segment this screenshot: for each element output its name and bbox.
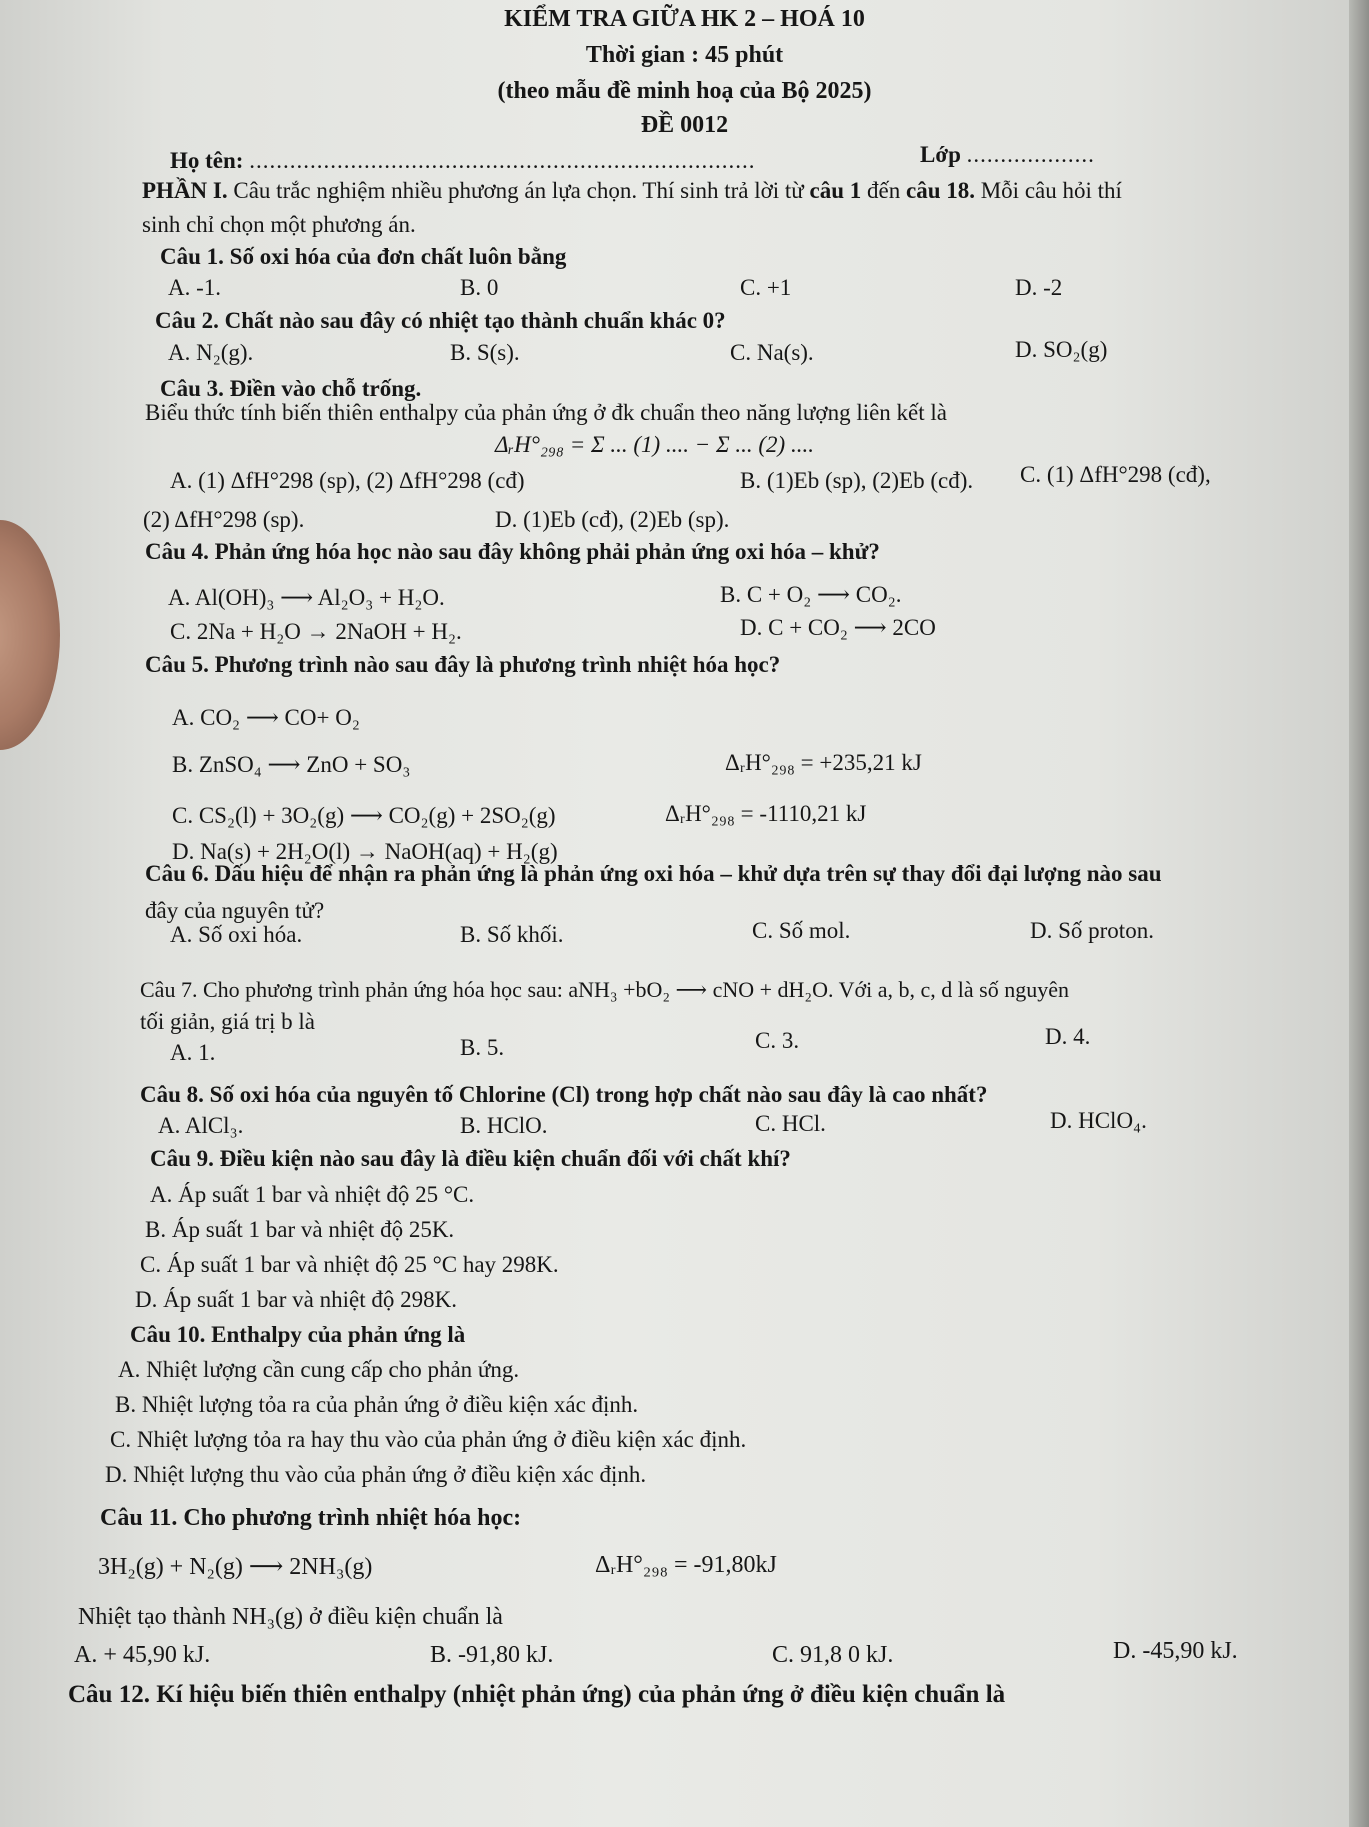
q11-option-a: A. + 45,90 kJ. xyxy=(74,1642,211,1668)
q5-option-c: C. CS₂(l) + 3O₂(g) ⟶ CO₂(g) + 2SO₂(g) xyxy=(172,803,556,828)
paper-edge xyxy=(1349,0,1369,1827)
q11-option-c: C. 91,8 0 kJ. xyxy=(772,1642,894,1668)
q10-option-d: D. Nhiệt lượng thu vào của phản ứng ở điều kiện xác định. xyxy=(105,1462,647,1487)
q2-option-b: B. S(s). xyxy=(450,340,520,365)
q10-option-a: A. Nhiệt lượng cần cung cấp cho phản ứng. xyxy=(118,1357,520,1382)
q7-option-a: A. 1. xyxy=(170,1040,216,1065)
q6-stem-2: đây của nguyên tử? xyxy=(145,898,325,923)
q11-stem: Câu 11. Cho phương trình nhiệt hóa học: xyxy=(100,1505,522,1531)
q11-line: Nhiệt tạo thành NH₃(g) ở điều kiện chuẩn là xyxy=(78,1604,503,1630)
q5-stem: Câu 5. Phương trình nào sau đây là phương trình nhiệt hóa học? xyxy=(145,652,781,677)
q5-option-b-enthalpy: ΔᵣH°₂₉₈ = +235,21 kJ xyxy=(725,750,922,775)
q1-option-b: B. 0 xyxy=(460,275,499,300)
part1-instructions-2: sinh chỉ chọn một phương án. xyxy=(142,212,416,237)
q7-option-c: C. 3. xyxy=(755,1028,800,1053)
q2-stem: Câu 2. Chất nào sau đây có nhiệt tạo thành chuẩn khác 0? xyxy=(155,308,726,333)
q8-option-d: D. HClO₄. xyxy=(1050,1108,1147,1133)
exam-time: Thời gian : 45 phút xyxy=(585,42,784,68)
q3-option-c: C. (1) ΔfH°298 (cđ), xyxy=(1020,462,1211,487)
q10-option-c: C. Nhiệt lượng tỏa ra hay thu vào của phản ứng ở điều kiện xác định. xyxy=(110,1427,747,1452)
q1-option-a: A. -1. xyxy=(168,275,222,300)
q5-option-a: A. CO₂ ⟶ CO+ O₂ xyxy=(172,705,360,730)
q3-line: Biểu thức tính biến thiên enthalpy của phản ứng ở đk chuẩn theo năng lượng liên kết là xyxy=(145,400,948,425)
q5-option-b: B. ZnSO₄ ⟶ ZnO + SO₃ xyxy=(172,752,411,777)
q9-option-b: B. Áp suất 1 bar và nhiệt độ 25K. xyxy=(145,1217,455,1242)
q2-option-c: C. Na(s). xyxy=(730,340,814,365)
q3-option-b: B. (1)Eb (sp), (2)Eb (cđ). xyxy=(740,468,974,493)
q12-stem: Câu 12. Kí hiệu biến thiên enthalpy (nhiệt phản ứng) của phản ứng ở điều kiện chuẩn là xyxy=(68,1681,1006,1708)
q9-option-c: C. Áp suất 1 bar và nhiệt độ 25 °C hay 298K. xyxy=(140,1252,559,1277)
q3-option-c-cont: (2) ΔfH°298 (sp). xyxy=(143,507,305,532)
q8-option-a: A. AlCl₃. xyxy=(158,1113,244,1138)
student-class-label: Lớp ................... xyxy=(920,142,1095,167)
q5-option-d: D. Na(s) + 2H₂O(l) → NaOH(aq) + H₂(g) xyxy=(172,839,558,864)
q7-option-b: B. 5. xyxy=(460,1035,505,1060)
q1-stem: Câu 1. Số oxi hóa của đơn chất luôn bằng xyxy=(160,244,567,269)
q6-option-d: D. Số proton. xyxy=(1030,918,1154,943)
q4-option-b: B. C + O₂ ⟶ CO₂. xyxy=(720,582,902,607)
q9-option-a: A. Áp suất 1 bar và nhiệt độ 25 °C. xyxy=(150,1182,475,1207)
q4-option-a: A. Al(OH)₃ ⟶ Al₂O₃ + H₂O. xyxy=(168,585,445,610)
q6-option-b: B. Số khối. xyxy=(460,922,564,947)
q3-option-d: D. (1)Eb (cđ), (2)Eb (sp). xyxy=(495,507,730,532)
q1-option-c: C. +1 xyxy=(740,275,792,300)
q2-option-a: A. N₂(g). xyxy=(168,340,254,365)
exam-code: ĐỀ 0012 xyxy=(640,112,729,138)
q10-stem: Câu 10. Enthalpy của phản ứng là xyxy=(130,1322,466,1347)
q11-equation: 3H₂(g) + N₂(g) ⟶ 2NH₃(g) xyxy=(98,1554,373,1580)
q6-stem: Câu 6. Dấu hiệu để nhận ra phản ứng là phản ứng oxi hóa – khử dựa trên sự thay đổi đại lượng nào sau xyxy=(145,861,1162,886)
q3-stem: Câu 3. Điền vào chỗ trống. xyxy=(160,376,422,401)
q4-stem: Câu 4. Phản ứng hóa học nào sau đây không phải phản ứng oxi hóa – khử? xyxy=(145,539,880,564)
q4-option-c: C. 2Na + H₂O → 2NaOH + H₂. xyxy=(170,619,462,644)
q1-option-d: D. -2 xyxy=(1015,275,1063,300)
q8-option-b: B. HClO. xyxy=(460,1113,548,1138)
q9-stem: Câu 9. Điều kiện nào sau đây là điều kiện chuẩn đối với chất khí? xyxy=(150,1146,791,1171)
q4-option-d: D. C + CO₂ ⟶ 2CO xyxy=(740,615,936,640)
q8-option-c: C. HCl. xyxy=(755,1111,826,1136)
q6-option-c: C. Số mol. xyxy=(752,918,851,943)
q2-option-d: D. SO₂(g) xyxy=(1015,337,1108,362)
q9-option-d: D. Áp suất 1 bar và nhiệt độ 298K. xyxy=(135,1287,457,1312)
q6-option-a: A. Số oxi hóa. xyxy=(170,922,303,947)
q11-enthalpy: ΔᵣH°₂₉₈ = -91,80kJ xyxy=(595,1552,777,1578)
q7-stem: Câu 7. Cho phương trình phản ứng hóa học sau: aNH₃ +bO₂ ⟶ cNO + dH₂O. Với a, b, c, d là số nguyên xyxy=(140,977,1069,1002)
q8-stem: Câu 8. Số oxi hóa của nguyên tố Chlorine (Cl) trong hợp chất nào sau đây là cao nhất? xyxy=(140,1082,988,1107)
q7-option-d: D. 4. xyxy=(1045,1024,1091,1049)
exam-source: (theo mẫu đề minh hoạ của Bộ 2025) xyxy=(497,78,872,104)
student-name-label: Họ tên: ........................................................................... xyxy=(170,148,756,173)
q7-stem-2: tối giản, giá trị b là xyxy=(140,1009,316,1034)
q3-formula: ΔᵣH°₂₉₈ = Σ ... (1) .... − Σ ... (2) .... xyxy=(495,432,814,457)
q3-option-a: A. (1) ΔfH°298 (sp), (2) ΔfH°298 (cđ) xyxy=(170,468,525,493)
q11-option-d: D. -45,90 kJ. xyxy=(1113,1638,1238,1664)
part1-instructions: PHẦN I. Câu trắc nghiệm nhiều phương án lựa chọn. Thí sinh trả lời từ câu 1 đến câu 18. Mỗi câu hỏi thí xyxy=(142,178,1122,203)
q11-option-b: B. -91,80 kJ. xyxy=(430,1642,554,1668)
q5-option-c-enthalpy: ΔᵣH°₂₉₈ = -1110,21 kJ xyxy=(665,801,867,826)
q10-option-b: B. Nhiệt lượng tỏa ra của phản ứng ở điều kiện xác định. xyxy=(115,1392,639,1417)
exam-title: KIỂM TRA GIỮA HK 2 – HOÁ 10 xyxy=(504,6,865,32)
